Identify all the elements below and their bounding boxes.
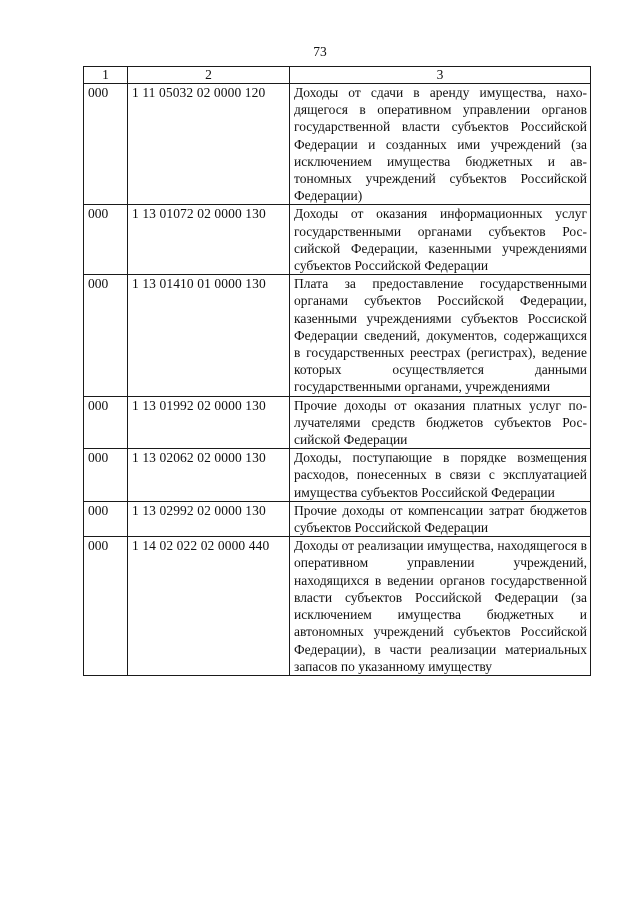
table-row [84,396,591,449]
description-cell: Доходы, поступающие в порядке возмещения расходов, понесенных в связи с эксплуатацией имущества субъектов Российской Федерации [290,449,591,502]
description-cell: Доходы от реализации имущества, находящегося в оперативном управлении учреждений, находящихся в ведении органов государственной власти субъектов Российской Федерации (за исключением имущества бюджетных и автономных учреждений субъектов Российской Федерации), в части реализации материальных запасов по указанному имуществу [290,537,591,676]
table-row [84,449,591,502]
admin-code-cell: 000 [84,84,128,205]
page-number: 73 [313,44,327,59]
kbk-code-cell: 1 13 01072 02 0000 130 [128,205,290,275]
kbk-code-cell: 1 13 01410 01 0000 130 [128,275,290,396]
table-row [84,501,591,536]
table-row [84,275,591,396]
table-row [84,537,591,676]
column-header-1: 1 [84,67,128,84]
column-header-3: 3 [290,67,591,84]
admin-code-cell: 000 [84,275,128,396]
description-cell: Доходы от оказания информационных услуг государственными органами субъектов Российской Федерации, казенными учреждениями субъектов Российской Федерации [290,205,591,275]
table-header-row [84,67,591,84]
kbk-code-cell: 1 13 02992 02 0000 130 [128,501,290,536]
kbk-code-cell: 1 13 02062 02 0000 130 [128,449,290,502]
table-row [84,84,591,205]
budget-revenue-table [83,66,591,676]
description-cell: Прочие доходы от компенсации затрат бюджетов субъектов Российской Федерации [290,501,591,536]
admin-code-cell: 000 [84,449,128,502]
admin-code-cell: 000 [84,501,128,536]
admin-code-cell: 000 [84,205,128,275]
description-cell: Прочие доходы от оказания платных услуг получателями средств бюджетов субъектов Российской Федерации [290,396,591,449]
kbk-code-cell: 1 13 01992 02 0000 130 [128,396,290,449]
table-row [84,205,591,275]
column-header-2: 2 [128,67,290,84]
kbk-code-cell: 1 14 02 022 02 0000 440 [128,537,290,676]
admin-code-cell: 000 [84,396,128,449]
admin-code-cell: 000 [84,537,128,676]
kbk-code-cell: 1 11 05032 02 0000 120 [128,84,290,205]
description-cell: Плата за предоставление государственными органами субъектов Российской Федерации, казенными учреждениями субъектов Россиской Федерации сведений, документов, содержащихся в государственных реестрах (регистрах), ведение которых осуществляется данными государственными органами, учреждениями [290,275,591,396]
description-cell: Доходы от сдачи в аренду имущества, находящегося в оперативном управлении органов государственной власти субъектов Российской Федерации и созданных ими учреждений (за исключением имущества бюджетных и автономных учреждений субъектов Российской Федерации) [290,84,591,205]
